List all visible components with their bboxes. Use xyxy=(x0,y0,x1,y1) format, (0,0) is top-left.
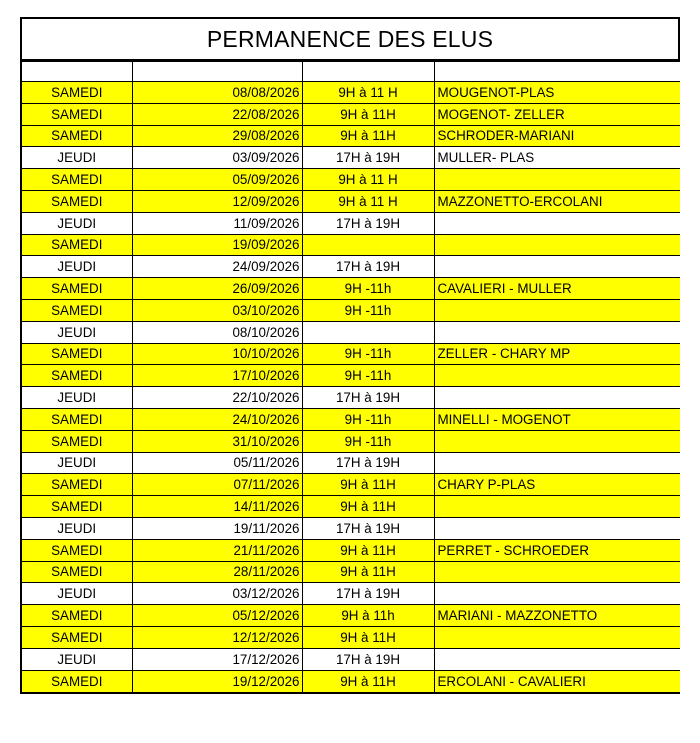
day-cell: JEUDI xyxy=(22,452,132,474)
table-row xyxy=(22,256,680,278)
names-cell xyxy=(434,365,680,387)
day-cell: SAMEDI xyxy=(22,474,132,496)
date-cell: 05/12/2026 xyxy=(132,605,302,627)
day-cell: SAMEDI xyxy=(22,430,132,452)
date-cell: 24/10/2026 xyxy=(132,408,302,430)
day-cell: JEUDI xyxy=(22,212,132,234)
time-cell: 9H -11h xyxy=(302,343,434,365)
day-cell: SAMEDI xyxy=(22,365,132,387)
time-cell: 9H à 11 H xyxy=(302,190,434,212)
date-cell: 21/11/2026 xyxy=(132,539,302,561)
day-cell: SAMEDI xyxy=(22,190,132,212)
spacer-cell xyxy=(434,62,680,82)
names-cell xyxy=(434,648,680,670)
table-row xyxy=(22,190,680,212)
table-row xyxy=(22,234,680,256)
date-cell: 19/09/2026 xyxy=(132,234,302,256)
date-cell: 19/11/2026 xyxy=(132,517,302,539)
names-cell: MINELLI - MOGENOT xyxy=(434,408,680,430)
table-row xyxy=(22,321,680,343)
table-row xyxy=(22,648,680,670)
date-cell: 10/10/2026 xyxy=(132,343,302,365)
date-cell: 22/10/2026 xyxy=(132,387,302,409)
table-row xyxy=(22,365,680,387)
time-cell: 17H à 19H xyxy=(302,212,434,234)
day-cell: SAMEDI xyxy=(22,670,132,692)
table-row xyxy=(22,212,680,234)
table-row xyxy=(22,343,680,365)
table-row xyxy=(22,583,680,605)
table-row xyxy=(22,517,680,539)
date-cell: 12/09/2026 xyxy=(132,190,302,212)
time-cell: 9H à 11H xyxy=(302,561,434,583)
names-cell xyxy=(434,496,680,518)
names-cell xyxy=(434,321,680,343)
names-cell: MOUGENOT-PLAS xyxy=(434,82,680,104)
table-row xyxy=(22,387,680,409)
time-cell: 17H à 19H xyxy=(302,583,434,605)
spacer-cell xyxy=(302,62,434,82)
names-cell: SCHRODER-MARIANI xyxy=(434,125,680,147)
names-cell xyxy=(434,430,680,452)
table-row xyxy=(22,430,680,452)
date-cell: 24/09/2026 xyxy=(132,256,302,278)
time-cell: 17H à 19H xyxy=(302,387,434,409)
day-cell: SAMEDI xyxy=(22,343,132,365)
table-row xyxy=(22,408,680,430)
date-cell: 12/12/2026 xyxy=(132,626,302,648)
time-cell: 9H à 11H xyxy=(302,670,434,692)
time-cell xyxy=(302,234,434,256)
table-row xyxy=(22,103,680,125)
date-cell: 11/09/2026 xyxy=(132,212,302,234)
table-row xyxy=(22,670,680,692)
names-cell xyxy=(434,517,680,539)
table-row xyxy=(22,278,680,300)
time-cell: 9H à 11H xyxy=(302,626,434,648)
names-cell: CHARY P-PLAS xyxy=(434,474,680,496)
names-cell: ERCOLANI - CAVALIERI xyxy=(434,670,680,692)
day-cell: SAMEDI xyxy=(22,103,132,125)
time-cell: 9H à 11 H xyxy=(302,82,434,104)
table-row xyxy=(22,496,680,518)
time-cell: 9H à 11h xyxy=(302,605,434,627)
time-cell: 9H -11h xyxy=(302,430,434,452)
header-spacer-row xyxy=(22,62,680,82)
day-cell: JEUDI xyxy=(22,387,132,409)
day-cell: JEUDI xyxy=(22,517,132,539)
names-cell xyxy=(434,299,680,321)
names-cell: MARIANI - MAZZONETTO xyxy=(434,605,680,627)
time-cell: 9H à 11 H xyxy=(302,169,434,191)
time-cell: 9H -11h xyxy=(302,408,434,430)
date-cell: 22/08/2026 xyxy=(132,103,302,125)
table-row xyxy=(22,474,680,496)
day-cell: SAMEDI xyxy=(22,605,132,627)
date-cell: 05/11/2026 xyxy=(132,452,302,474)
names-cell: ZELLER - CHARY MP xyxy=(434,343,680,365)
time-cell xyxy=(302,321,434,343)
day-cell: JEUDI xyxy=(22,147,132,169)
time-cell: 9H -11h xyxy=(302,299,434,321)
time-cell: 17H à 19H xyxy=(302,517,434,539)
time-cell: 17H à 19H xyxy=(302,452,434,474)
names-cell: PERRET - SCHROEDER xyxy=(434,539,680,561)
time-cell: 9H à 11H xyxy=(302,103,434,125)
date-cell: 28/11/2026 xyxy=(132,561,302,583)
names-cell xyxy=(434,234,680,256)
names-cell: CAVALIERI - MULLER xyxy=(434,278,680,300)
time-cell: 9H à 11H xyxy=(302,539,434,561)
date-cell: 31/10/2026 xyxy=(132,430,302,452)
day-cell: SAMEDI xyxy=(22,125,132,147)
day-cell: SAMEDI xyxy=(22,408,132,430)
time-cell: 9H -11h xyxy=(302,365,434,387)
time-cell: 9H à 11H xyxy=(302,496,434,518)
day-cell: SAMEDI xyxy=(22,561,132,583)
table-row xyxy=(22,147,680,169)
time-cell: 17H à 19H xyxy=(302,147,434,169)
table-row xyxy=(22,299,680,321)
names-cell xyxy=(434,452,680,474)
date-cell: 14/11/2026 xyxy=(132,496,302,518)
day-cell: SAMEDI xyxy=(22,496,132,518)
page-title: PERMANENCE DES ELUS xyxy=(22,19,678,61)
date-cell: 03/09/2026 xyxy=(132,147,302,169)
day-cell: SAMEDI xyxy=(22,539,132,561)
day-cell: SAMEDI xyxy=(22,82,132,104)
names-cell xyxy=(434,169,680,191)
names-cell xyxy=(434,387,680,409)
date-cell: 29/08/2026 xyxy=(132,125,302,147)
day-cell: JEUDI xyxy=(22,321,132,343)
time-cell: 17H à 19H xyxy=(302,256,434,278)
date-cell: 03/10/2026 xyxy=(132,299,302,321)
table-row xyxy=(22,125,680,147)
table-row xyxy=(22,452,680,474)
day-cell: JEUDI xyxy=(22,256,132,278)
day-cell: JEUDI xyxy=(22,583,132,605)
date-cell: 17/12/2026 xyxy=(132,648,302,670)
names-cell: MOGENOT- ZELLER xyxy=(434,103,680,125)
date-cell: 08/10/2026 xyxy=(132,321,302,343)
names-cell xyxy=(434,626,680,648)
names-cell: MULLER- PLAS xyxy=(434,147,680,169)
schedule-table xyxy=(22,61,680,692)
names-cell xyxy=(434,583,680,605)
time-cell: 9H à 11H xyxy=(302,125,434,147)
table-row xyxy=(22,539,680,561)
table-row xyxy=(22,605,680,627)
date-cell: 17/10/2026 xyxy=(132,365,302,387)
time-cell: 17H à 19H xyxy=(302,648,434,670)
date-cell: 08/08/2026 xyxy=(132,82,302,104)
date-cell: 03/12/2026 xyxy=(132,583,302,605)
schedule-rows xyxy=(22,62,680,692)
day-cell: SAMEDI xyxy=(22,234,132,256)
table-row xyxy=(22,169,680,191)
date-cell: 19/12/2026 xyxy=(132,670,302,692)
day-cell: SAMEDI xyxy=(22,626,132,648)
names-cell xyxy=(434,561,680,583)
names-cell xyxy=(434,256,680,278)
table-row xyxy=(22,82,680,104)
spacer-cell xyxy=(132,62,302,82)
table-row xyxy=(22,561,680,583)
time-cell: 9H à 11H xyxy=(302,474,434,496)
schedule-sheet xyxy=(20,17,680,694)
day-cell: SAMEDI xyxy=(22,169,132,191)
date-cell: 05/09/2026 xyxy=(132,169,302,191)
names-cell xyxy=(434,212,680,234)
spacer-cell xyxy=(22,62,132,82)
date-cell: 26/09/2026 xyxy=(132,278,302,300)
day-cell: SAMEDI xyxy=(22,299,132,321)
date-cell: 07/11/2026 xyxy=(132,474,302,496)
day-cell: SAMEDI xyxy=(22,278,132,300)
time-cell: 9H -11h xyxy=(302,278,434,300)
day-cell: JEUDI xyxy=(22,648,132,670)
names-cell: MAZZONETTO-ERCOLANI xyxy=(434,190,680,212)
table-row xyxy=(22,626,680,648)
